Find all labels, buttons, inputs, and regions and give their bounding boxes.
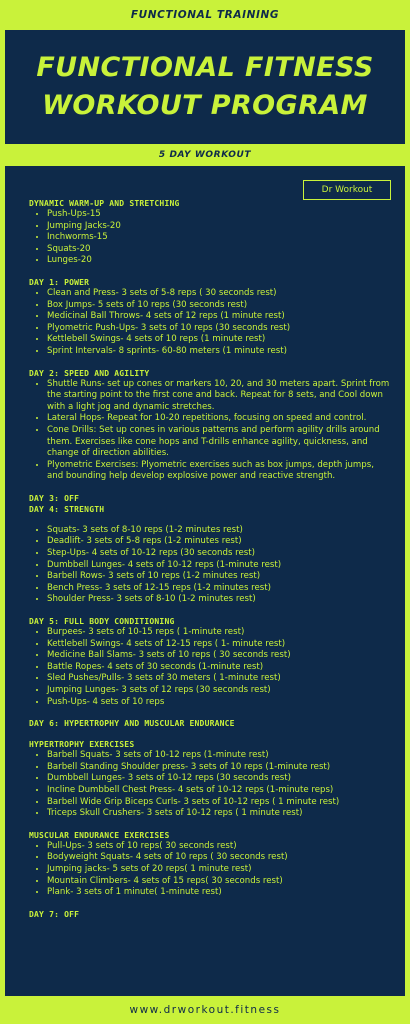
top-label: FUNCTIONAL TRAINING	[130, 9, 280, 21]
list-item: • Medicinal Ball Throws- 4 sets of 12 reps (1 minute rest)	[47, 311, 391, 323]
section-heading-warmup: DYNAMIC WARM-UP AND STRETCHING	[29, 199, 180, 208]
list-item: • Barbell Rows- 3 sets of 10 reps (1-2 minutes rest)	[47, 571, 391, 583]
list-item: • Step-Ups- 4 sets of 10-12 reps (30 seconds rest)	[47, 548, 391, 560]
section-heading-day7: DAY 7: OFF	[29, 909, 80, 919]
list-item: • Barbell Wide Grip Biceps Curls- 3 sets of 10-12 reps ( 1 minute rest)	[47, 797, 391, 809]
list-item: • Push-Ups- 4 sets of 10 reps	[47, 697, 391, 709]
workout-text	[29, 198, 391, 920]
footer-url: www.drworkout.fitness	[129, 1004, 281, 1016]
title-line-2: WORKOUT PROGRAM	[42, 90, 368, 121]
list-item: • Medicine Ball Slams- 3 sets of 10 reps ( 30 seconds rest)	[47, 650, 391, 662]
list-day4	[29, 525, 391, 606]
list-item: • Plank- 3 sets of 1 minute( 1-minute rest)	[47, 887, 391, 899]
list-item: • Squats-20	[47, 244, 391, 256]
section-heading-day4: DAY 4: STRENGTH	[29, 504, 105, 514]
list-item: • Shoulder Press- 3 sets of 8-10 (1-2 minutes rest)	[47, 594, 391, 606]
section-heading-day3: DAY 3: OFF	[29, 493, 80, 503]
list-item: • Plyometric Exercises: Plyometric exercises such as box jumps, depth jumps, and bounding help develop explosive power and reactive strength.	[47, 460, 391, 483]
section-heading-day2: DAY 2: SPEED AND AGILITY	[29, 368, 150, 378]
list-item: • Jumping Lunges- 3 sets of 12 reps (30 seconds rest)	[47, 685, 391, 697]
list-item: • Bench Press- 3 sets of 12-15 reps (1-2 minutes rest)	[47, 583, 391, 595]
list-endurance	[29, 841, 391, 899]
list-item: • Cone Drills: Set up cones in various patterns and perform agility drills around them. Exercises like cone hops and T-drills enhance agility, quickness, and change of direction abilities.	[47, 425, 391, 460]
section-heading-day1: DAY 1: POWER	[29, 277, 90, 287]
list-item: • Triceps Skull Crushers- 3 sets of 10-12 reps ( 1 minute rest)	[47, 808, 391, 820]
list-hypertrophy	[29, 750, 391, 820]
list-item: • Push-Ups-15	[47, 209, 391, 221]
section-heading-day6: DAY 6: HYPERTROPHY AND MUSCULAR ENDURANCE	[29, 719, 235, 729]
hero-banner	[5, 30, 405, 144]
list-item: • Dumbbell Lunges- 3 sets of 10-12 reps (30 seconds rest)	[47, 773, 391, 785]
list-warmup	[29, 209, 391, 267]
content-panel	[5, 166, 405, 996]
page-title	[36, 49, 373, 125]
list-item: • Incline Dumbbell Chest Press- 4 sets of 10-12 reps (1-minute reps)	[47, 785, 391, 797]
list-item: • Kettlebell Swings- 4 sets of 12-15 reps ( 1- minute rest)	[47, 639, 391, 651]
list-item: • Barbell Squats- 3 sets of 10-12 reps (1-minute rest)	[47, 750, 391, 762]
list-item: • Battle Ropes- 4 sets of 30 seconds (1-minute rest)	[47, 662, 391, 674]
list-item: • Squats- 3 sets of 8-10 reps (1-2 minutes rest)	[47, 525, 391, 537]
list-item: • Clean and Press- 3 sets of 5-8 reps ( 30 seconds rest)	[47, 288, 391, 300]
list-item: • Inchworms-15	[47, 232, 391, 244]
list-item: • Kettlebell Swings- 4 sets of 10 reps (1 minute rest)	[47, 334, 391, 346]
list-item: • Lateral Hops- Repeat for 10-20 repetitions, focusing on speed and control.	[47, 413, 391, 425]
list-item: • Plyometric Push-Ups- 3 sets of 10 reps (30 seconds rest)	[47, 323, 391, 335]
section-heading-endurance: MUSCULAR ENDURANCE EXERCISES	[29, 830, 170, 840]
list-day2	[29, 379, 391, 483]
list-item: • Bodyweight Squats- 4 sets of 10 reps ( 30 seconds rest)	[47, 852, 391, 864]
list-item: • Jumping jacks- 5 sets of 20 reps( 1 minute rest)	[47, 864, 391, 876]
subtitle: 5 DAY WORKOUT	[158, 150, 252, 160]
title-line-1: FUNCTIONAL FITNESS	[36, 52, 374, 83]
list-item: • Burpees- 3 sets of 10-15 reps ( 1-minute rest)	[47, 627, 391, 639]
section-heading-hypertrophy: HYPERTROPHY EXERCISES	[29, 740, 135, 750]
list-item: • Sprint Intervals- 8 sprints- 60-80 meters (1 minute rest)	[47, 346, 391, 358]
list-item: • Shuttle Runs- set up cones or markers 10, 20, and 30 meters apart. Sprint from the starting point to the first cone and back. Repeat for 8 sets, and Cool down with a light jog and dynamic stretches.	[47, 379, 391, 414]
list-item: • Dumbbell Lunges- 4 sets of 10-12 reps (1-minute rest)	[47, 560, 391, 572]
list-item: • Lunges-20	[47, 255, 391, 267]
list-day1	[29, 288, 391, 358]
list-item: • Jumping Jacks-20	[47, 221, 391, 233]
list-item: • Barbell Standing Shoulder press- 3 sets of 10 reps (1-minute rest)	[47, 762, 391, 774]
list-item: • Deadlift- 3 sets of 5-8 reps (1-2 minutes rest)	[47, 536, 391, 548]
section-heading-day5: DAY 5: FULL BODY CONDITIONING	[29, 617, 175, 627]
list-item: • Pull-Ups- 3 sets of 10 reps( 30 seconds rest)	[47, 841, 391, 853]
list-item: • Mountain Climbers- 4 sets of 15 reps( 30 seconds rest)	[47, 876, 391, 888]
list-day5	[29, 627, 391, 708]
list-item: • Box Jumps- 5 sets of 10 reps (30 seconds rest)	[47, 300, 391, 312]
list-item: • Sled Pushes/Pulls- 3 sets of 30 meters ( 1-minute rest)	[47, 673, 391, 685]
brand-badge: Dr Workout	[303, 180, 391, 200]
